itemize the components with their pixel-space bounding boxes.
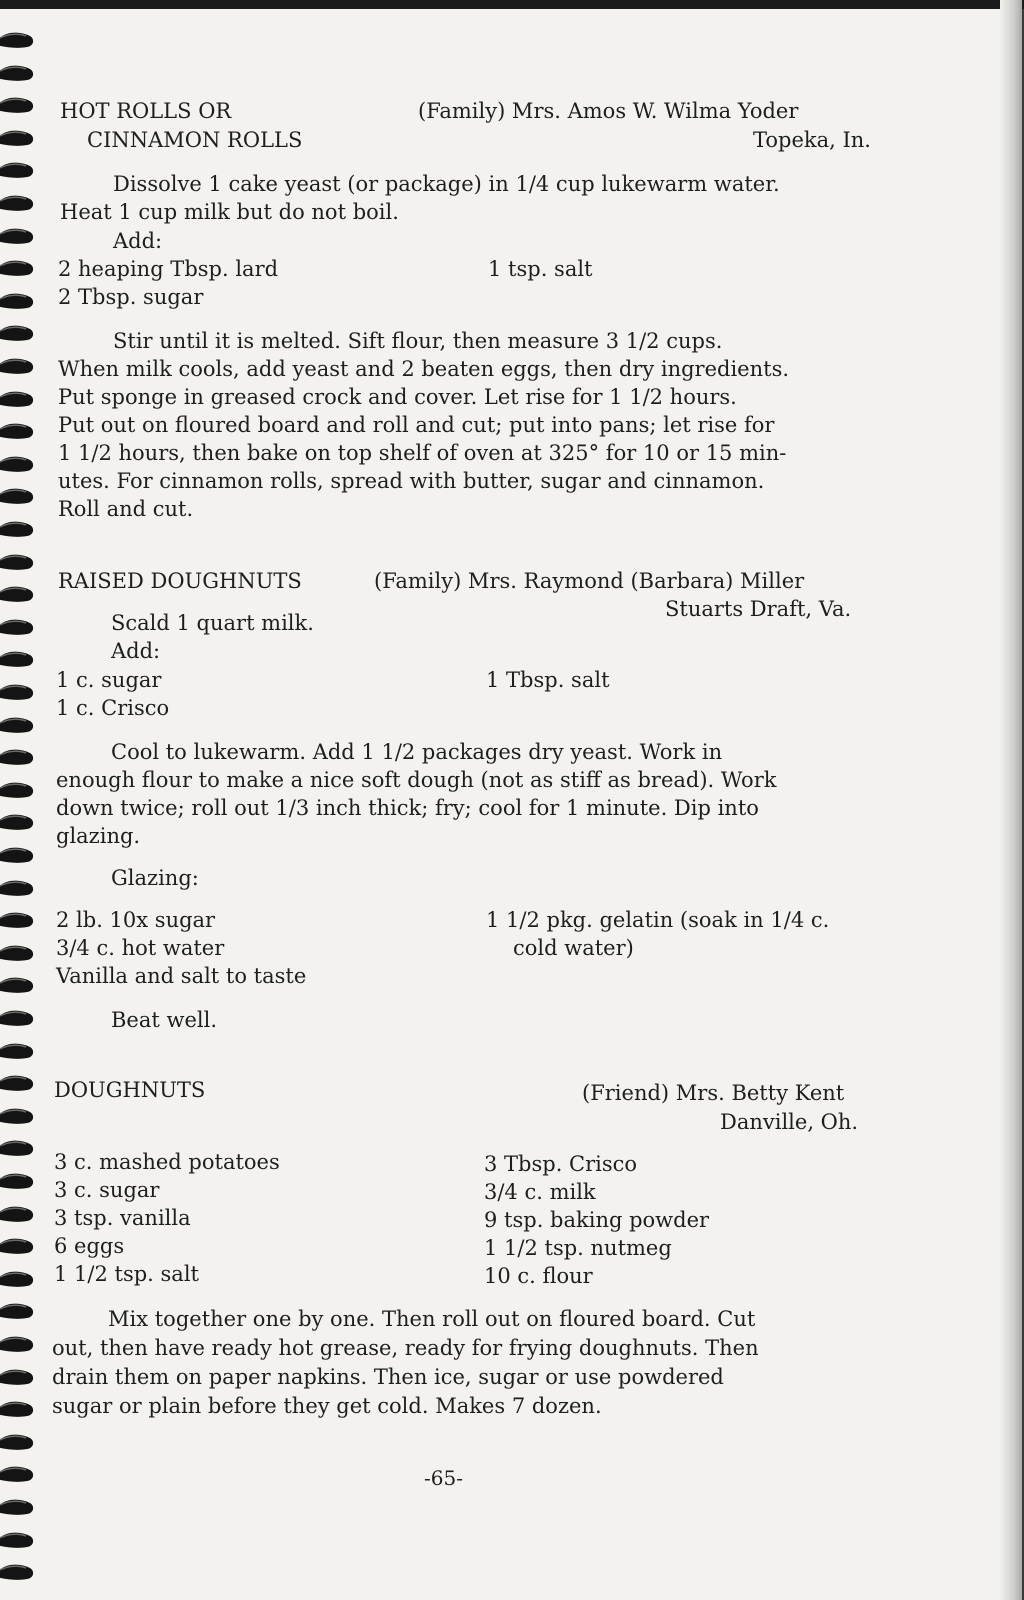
doughnuts-ingredient: 1 1/2 tsp. salt: [54, 1262, 199, 1286]
raised-doughnuts-step: glazing.: [56, 824, 141, 848]
spiral-ring: [0, 321, 38, 345]
raised-doughnuts-location: Stuarts Draft, Va.: [665, 597, 852, 621]
page-stack-edge: [1000, 0, 1022, 1600]
spiral-ring: [0, 941, 38, 965]
glazing-ingredient: Vanilla and salt to taste: [56, 964, 307, 988]
hot-rolls-location: Topeka, In.: [753, 128, 871, 152]
page-top-edge: [0, 0, 1024, 9]
hot-rolls-title-line2: CINNAMON ROLLS: [87, 128, 303, 152]
spiral-ring: [0, 1332, 38, 1356]
hot-rolls-intro-2: Heat 1 cup milk but do not boil.: [60, 200, 399, 224]
spiral-ring: [0, 582, 38, 606]
doughnuts-ingredient: 3 Tbsp. Crisco: [484, 1152, 638, 1176]
hot-rolls-ingredient: 1 tsp. salt: [488, 257, 593, 281]
spiral-ring: [0, 158, 38, 182]
spiral-ring: [0, 289, 38, 313]
doughnuts-step: out, then have ready hot grease, ready for frying doughnuts. Then: [52, 1336, 759, 1360]
raised-doughnuts-scald: Scald 1 quart milk.: [111, 611, 314, 635]
doughnuts-ingredient: 10 c. flour: [484, 1264, 593, 1288]
hot-rolls-contributor: (Family) Mrs. Amos W. Wilma Yoder: [418, 99, 799, 123]
hot-rolls-step: When milk cools, add yeast and 2 beaten eggs, then dry ingredients.: [58, 357, 790, 381]
doughnuts-step: drain them on paper napkins. Then ice, sugar or use powdered: [52, 1365, 724, 1389]
spiral-ring: [0, 778, 38, 802]
raised-doughnuts-step: Cool to lukewarm. Add 1 1/2 packages dry yeast. Work in: [111, 740, 723, 764]
spiral-ring: [0, 224, 38, 248]
spiral-ring: [0, 843, 38, 867]
raised-doughnuts-add-label: Add:: [111, 639, 161, 663]
hot-rolls-step: Roll and cut.: [58, 497, 194, 521]
spiral-ring: [0, 1104, 38, 1128]
spiral-ring: [0, 1528, 38, 1552]
spiral-ring: [0, 908, 38, 932]
spiral-ring: [0, 647, 38, 671]
doughnuts-ingredient: 3/4 c. milk: [484, 1180, 596, 1204]
spiral-ring: [0, 517, 38, 541]
doughnuts-title: DOUGHNUTS: [54, 1078, 206, 1102]
spiral-ring: [0, 1006, 38, 1030]
glazing-label: Glazing:: [111, 866, 199, 890]
spiral-ring: [0, 713, 38, 737]
spiral-ring: [0, 1039, 38, 1063]
doughnuts-location: Danville, Oh.: [720, 1110, 859, 1134]
spiral-ring: [0, 452, 38, 476]
spiral-ring: [0, 256, 38, 280]
spiral-ring: [0, 1169, 38, 1193]
doughnuts-ingredient: 3 tsp. vanilla: [54, 1206, 191, 1230]
spiral-ring: [0, 680, 38, 704]
page-number: -65-: [424, 1466, 463, 1490]
spiral-ring: [0, 810, 38, 834]
doughnuts-step: sugar or plain before they get cold. Makes 7 dozen.: [52, 1394, 602, 1418]
raised-doughnuts-title: RAISED DOUGHNUTS: [58, 569, 302, 593]
doughnuts-ingredient: 3 c. sugar: [54, 1178, 160, 1202]
hot-rolls-step: utes. For cinnamon rolls, spread with butter, sugar and cinnamon.: [58, 469, 765, 493]
spiral-ring: [0, 1071, 38, 1095]
hot-rolls-ingredient: 2 Tbsp. sugar: [58, 285, 204, 309]
spiral-ring: [0, 191, 38, 215]
spiral-ring: [0, 1495, 38, 1519]
spiral-ring: [0, 1560, 38, 1584]
raised-doughnuts-contributor: (Family) Mrs. Raymond (Barbara) Miller: [374, 569, 805, 593]
glazing-ingredient: 2 lb. 10x sugar: [56, 908, 216, 932]
raised-doughnuts-ingredient: 1 c. sugar: [56, 668, 162, 692]
spiral-ring: [0, 484, 38, 508]
spiral-ring: [0, 28, 38, 52]
hot-rolls-step: Stir until it is melted. Sift flour, then measure 3 1/2 cups.: [113, 329, 723, 353]
spiral-ring: [0, 126, 38, 150]
doughnuts-ingredient: 9 tsp. baking powder: [484, 1208, 710, 1232]
spiral-ring: [0, 615, 38, 639]
doughnuts-ingredient: 3 c. mashed potatoes: [54, 1150, 280, 1174]
hot-rolls-intro-1: Dissolve 1 cake yeast (or package) in 1/4 cup lukewarm water.: [113, 172, 780, 196]
spiral-ring: [0, 1202, 38, 1226]
spiral-ring: [0, 973, 38, 997]
doughnuts-step: Mix together one by one. Then roll out on floured board. Cut: [108, 1307, 756, 1331]
spiral-ring: [0, 550, 38, 574]
spiral-ring: [0, 876, 38, 900]
spiral-ring: [0, 419, 38, 443]
spiral-ring: [0, 1299, 38, 1323]
raised-doughnuts-step: down twice; roll out 1/3 inch thick; fry; cool for 1 minute. Dip into: [56, 796, 759, 820]
raised-doughnuts-ingredient: 1 c. Crisco: [56, 696, 170, 720]
spiral-ring: [0, 1267, 38, 1291]
glazing-ingredient: cold water): [513, 936, 634, 960]
doughnuts-ingredient: 1 1/2 tsp. nutmeg: [484, 1236, 672, 1260]
hot-rolls-add-label: Add:: [113, 229, 163, 253]
hot-rolls-title-line1: HOT ROLLS OR: [60, 99, 232, 123]
spiral-ring: [0, 61, 38, 85]
hot-rolls-step: 1 1/2 hours, then bake on top shelf of oven at 325° for 10 or 15 min-: [58, 441, 787, 465]
raised-doughnuts-ingredient: 1 Tbsp. salt: [486, 668, 610, 692]
hot-rolls-step: Put out on floured board and roll and cut; put into pans; let rise for: [58, 413, 775, 437]
spiral-ring: [0, 354, 38, 378]
spiral-binding: [0, 0, 44, 1600]
spiral-ring: [0, 1365, 38, 1389]
hot-rolls-step: Put sponge in greased crock and cover. Let rise for 1 1/2 hours.: [58, 385, 737, 409]
doughnuts-ingredient: 6 eggs: [54, 1234, 125, 1258]
spiral-ring: [0, 1136, 38, 1160]
spiral-ring: [0, 1462, 38, 1486]
glazing-ingredient: 1 1/2 pkg. gelatin (soak in 1/4 c.: [486, 908, 830, 932]
glazing-beat: Beat well.: [111, 1008, 218, 1032]
raised-doughnuts-step: enough flour to make a nice soft dough (not as stiff as bread). Work: [56, 768, 777, 792]
spiral-ring: [0, 1234, 38, 1258]
doughnuts-contributor: (Friend) Mrs. Betty Kent: [582, 1081, 845, 1105]
spiral-ring: [0, 1430, 38, 1454]
spiral-ring: [0, 745, 38, 769]
spiral-ring: [0, 387, 38, 411]
spiral-ring: [0, 93, 38, 117]
hot-rolls-ingredient: 2 heaping Tbsp. lard: [58, 257, 279, 281]
glazing-ingredient: 3/4 c. hot water: [56, 936, 225, 960]
spiral-ring: [0, 1397, 38, 1421]
